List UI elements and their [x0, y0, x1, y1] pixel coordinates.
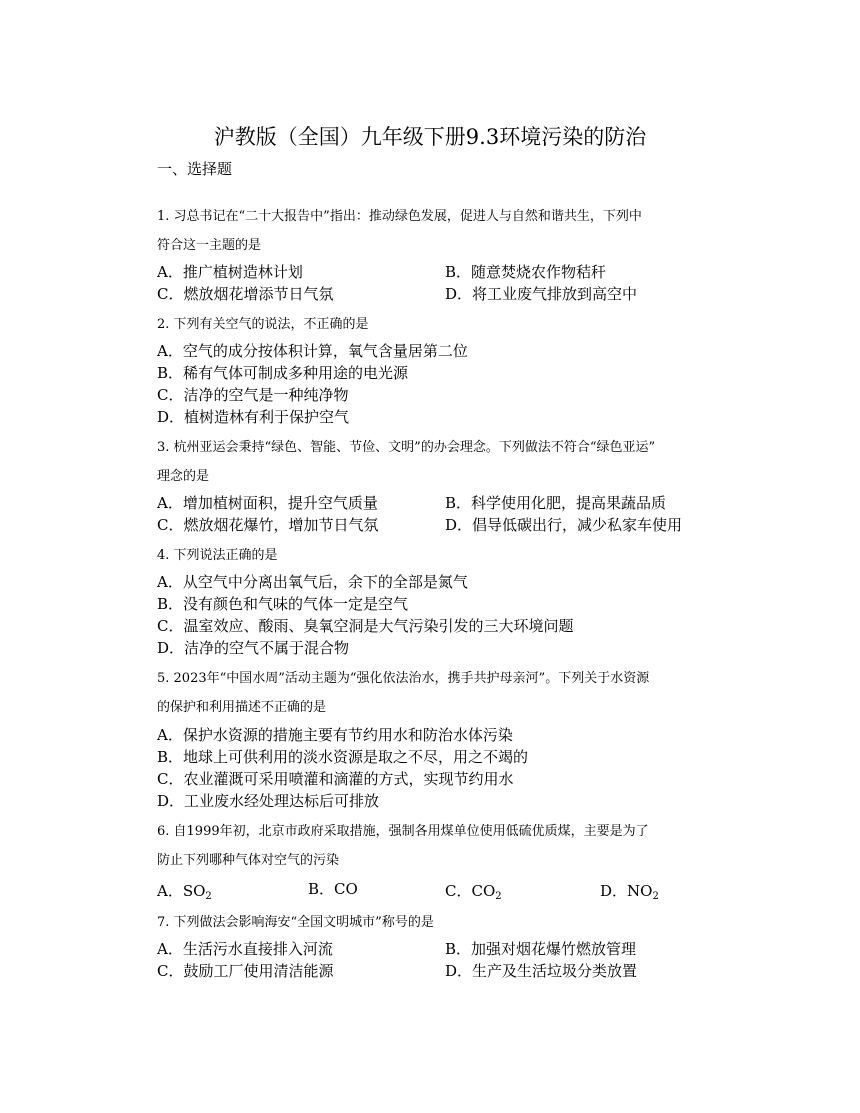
question-3-stem-cont: 理念的是 [157, 469, 210, 484]
page-title: 沪教版（全国）九年级下册9.3环境污染的防治 [213, 125, 647, 149]
q4-option-b: B．没有颜色和气味的气体一定是空气 [157, 595, 409, 613]
q4-option-a: A．从空气中分离出氧气后，余下的全部是氮气 [157, 573, 468, 591]
q6-option-c: C．$CO_2$ [445, 882, 502, 902]
q6-option-b: B．CO [308, 880, 358, 898]
q2-option-a: A．空气的成分按体积计算，氧气含量居第二位 [157, 342, 468, 360]
q3-option-d: D．倡导低碳出行，减少私家车使用 [445, 516, 683, 534]
question-1-stem: 1. 习总书记在“二十大报告中”指出：推动绿色发展，促进人与自然和谐共生，下列中 [157, 209, 642, 224]
q3-option-a: A．增加植树面积，提升空气质量 [157, 494, 378, 512]
q5-option-c: C．农业灌溉可采用喷灌和滴灌的方式，实现节约用水 [157, 770, 514, 788]
q4-option-d: D．洁净的空气不属于混合物 [157, 639, 350, 657]
question-6-stem-cont: 防止下列哪种气体对空气的污染 [157, 853, 340, 868]
q7-option-d: D．生产及生活垃圾分类放置 [445, 962, 638, 980]
question-4-stem: 4. 下列说法正确的是 [157, 548, 278, 563]
q5-option-a: A．保护水资源的措施主要有节约用水和防治水体污染 [157, 726, 513, 744]
q6-option-a: A．$SO_2$ [157, 882, 212, 902]
question-7-stem: 7. 下列做法会影响海安“全国文明城市”称号的是 [157, 915, 434, 930]
q2-option-d: D．植树造林有利于保护空气 [157, 408, 350, 426]
q3-option-b: B．科学使用化肥，提高果蔬品质 [445, 494, 667, 512]
q1-option-d: D．将工业废气排放到高空中 [445, 285, 638, 303]
q5-option-d: D．工业废水经处理达标后可排放 [157, 792, 380, 810]
q2-option-b: B．稀有气体可制成多种用途的电光源 [157, 364, 409, 382]
q1-option-c: C．燃放烟花增添节日气氛 [157, 285, 334, 303]
q1-option-a: A．推广植树造林计划 [157, 263, 303, 281]
q1-option-b: B．随意焚烧农作物秸秆 [445, 263, 607, 281]
section-heading: 一、选择题 [157, 160, 233, 178]
question-5-stem: 5. 2023年“中国水周”活动主题为“强化依法治水，携手共护母亲河”。下列关于水资源 [157, 671, 650, 686]
q6-option-d: D．$NO_2$ [600, 882, 659, 902]
q2-option-c: C．洁净的空气是一种纯净物 [157, 386, 349, 404]
question-1-stem-cont: 符合这一主题的是 [157, 238, 262, 253]
q4-option-c: C．温室效应、酸雨、臭氧空洞是大气污染引发的三大环境问题 [157, 617, 574, 635]
q3-option-c: C．燃放烟花爆竹，增加节日气氛 [157, 516, 379, 534]
q7-option-a: A．生活污水直接排入河流 [157, 940, 333, 958]
question-5-stem-cont: 的保护和利用描述不正确的是 [157, 700, 327, 715]
q5-option-b: B．地球上可供利用的淡水资源是取之不尽，用之不竭的 [157, 748, 529, 766]
question-3-stem: 3. 杭州亚运会秉持“绿色、智能、节俭、文明”的办会理念。下列做法不符合“绿色亚运” [157, 440, 656, 455]
question-2-stem: 2. 下列有关空气的说法，不正确的是 [157, 317, 369, 332]
q7-option-b: B．加强对烟花爆竹燃放管理 [445, 940, 637, 958]
q7-option-c: C．鼓励工厂使用清洁能源 [157, 962, 334, 980]
question-6-stem: 6. 自1999年初，北京市政府采取措施，强制各用煤单位使用低硫优质煤，主要是为了 [157, 824, 649, 839]
